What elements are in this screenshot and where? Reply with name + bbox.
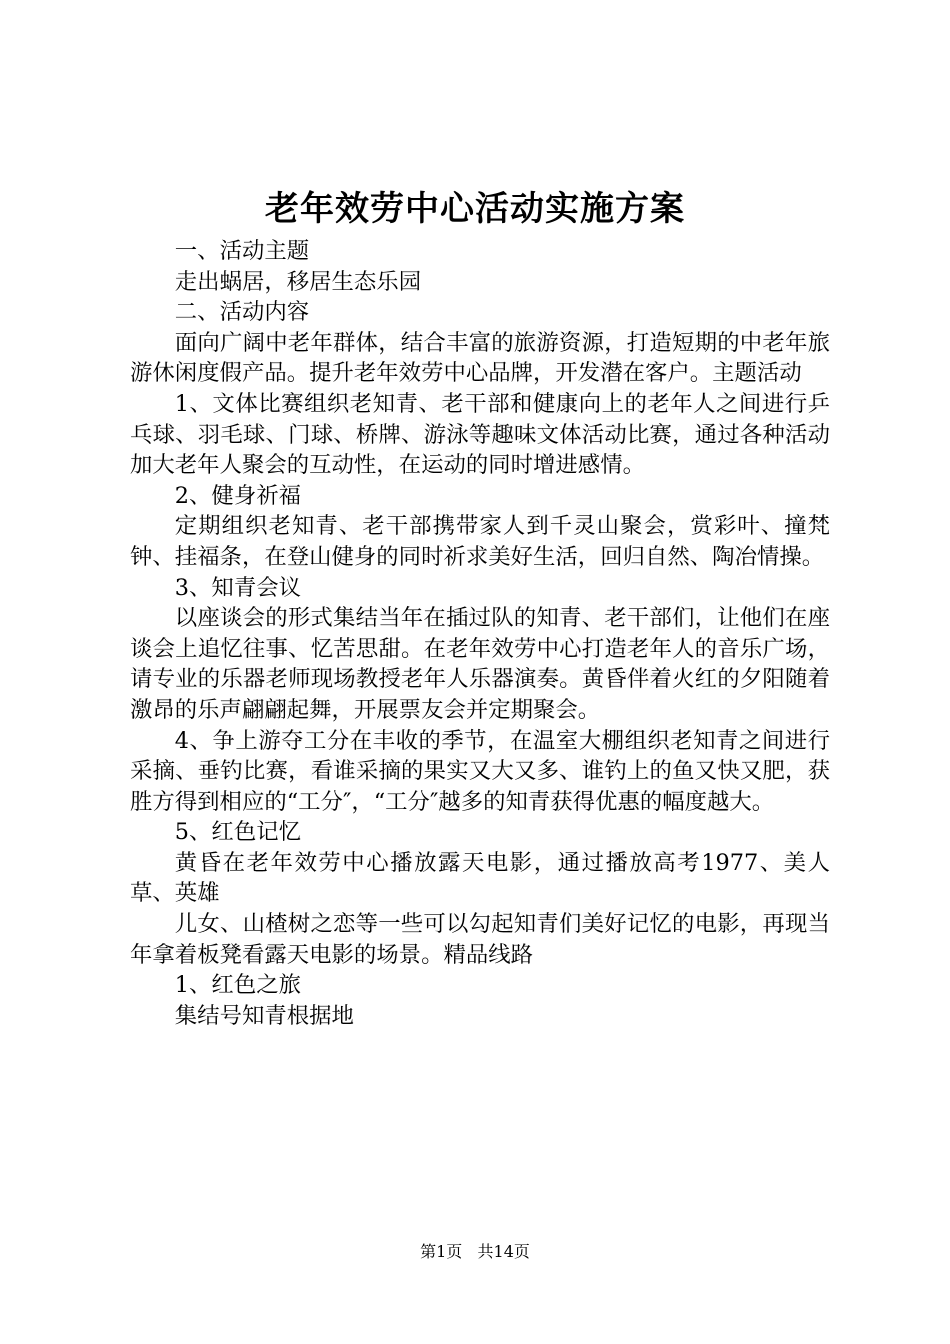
paragraph: 走出蜗居，移居生态乐园 [174, 268, 422, 295]
paragraph-heading: 1、红色之旅 [174, 972, 301, 999]
paragraph-heading: 2、健身祈福 [174, 482, 301, 509]
paragraph-heading-theme: 一、活动主题 [174, 238, 310, 264]
paragraph-heading: 5、红色记忆 [174, 819, 301, 846]
document-title: 老年效劳中心活动实施方案 [265, 189, 685, 229]
paragraph: 面向广阔中老年群体，结合丰富的旅游资源，打造短期的中老年旅游休闲度假产品。提升老年效劳中心品牌，开发潜在客户。主题活动 [130, 329, 830, 387]
page-footer [0, 1240, 950, 1264]
paragraph: 定期组织老知青、老干部携带家人到千灵山聚会，赏彩叶、撞梵钟、挂福条，在登山健身的同时祈求美好生活，回归自然、陶冶情操。 [130, 513, 830, 570]
document-body [130, 236, 830, 1031]
paragraph: 儿女、山楂树之恋等一些可以勾起知青们美好记忆的电影，再现当年拿着板凳看露天电影的场景。精品线路 [130, 911, 830, 968]
paragraph-heading: 3、知青会议 [174, 574, 301, 601]
page-total: 共14页 [477, 1242, 530, 1261]
paragraph: 以座谈会的形式集结当年在插过队的知青、老干部们，让他们在座谈会上追忆往事、忆苦思甜。在老年效劳中心打造老年人的音乐广场，请专业的乐器老师现场教授老年人乐器演奏。黄昏伴着火红的夕阳随着激昂的乐声翩翩起舞，开展票友会并定期聚会。 [130, 605, 830, 723]
paragraph: 黄昏在老年效劳中心播放露天电影，通过播放高考1977、美人草、英雄 [130, 849, 830, 907]
page-number: 第1页 [420, 1242, 463, 1261]
footer-spacer [467, 1242, 472, 1261]
paragraph: 1、文体比赛组织老知青、老干部和健康向上的老年人之间进行乒乓球、羽毛球、门球、桥牌、游泳等趣味文体活动比赛，通过各种活动加大老年人聚会的互动性，在运动的同时增进感情。 [130, 390, 830, 479]
paragraph: 集结号知青根据地 [174, 1002, 354, 1029]
paragraph: 4、争上游夺工分在丰收的季节，在温室大棚组织老知青之间进行采摘、垂钓比赛，看谁采摘的果实又大又多、谁钓上的鱼又快又肥，获胜方得到相应的“工分″，“工分″越多的知青获得优惠的幅度越大。 [130, 727, 830, 815]
paragraph-heading-content: 二、活动内容 [174, 299, 310, 326]
